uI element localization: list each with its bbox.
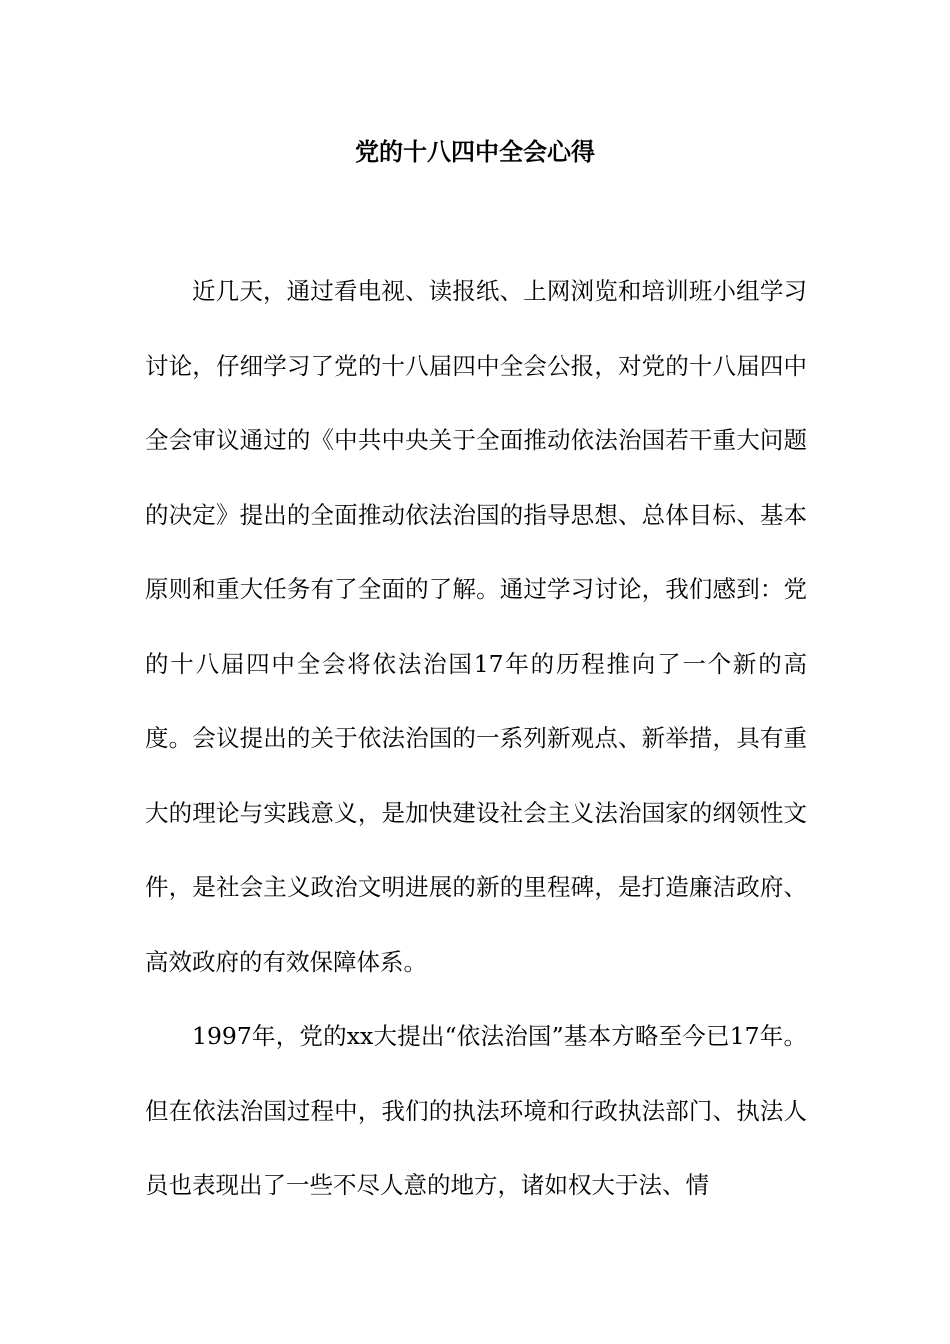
- document-body: [145, 254, 807, 1223]
- paragraph-1: 近几天，通过看电视、读报纸、上网浏览和培训班小组学习讨论，仔细学习了党的十八届四中全会公报，对党的十八届四中全会审议通过的《中共中央关于全面推动依法治国若干重大问题的决定》提出的全面推动依法治国的指导思想、总体目标、基本原则和重大任务有了全面的了解。通过学习讨论，我们感到：党的十八届四中全会将依法治国17年的历程推向了一个新的高度。会议提出的关于依法治国的一系列新观点、新举措，具有重大的理论与实践意义，是加快建设社会主义法治国家的纲领性文件，是社会主义政治文明进展的新的里程碑，是打造廉洁政府、高效政府的有效保障体系。: [145, 277, 807, 976]
- paragraph-2: 1997年，党的xx大提出“依法治国”基本方略至今已17年。但在依法治国过程中，我们的执法环境和行政执法部门、执法人员也表现出了一些不尽人意的地方，诸如权大于法、情: [145, 1022, 807, 1199]
- document-title: 党的十八四中全会心得: [355, 137, 595, 166]
